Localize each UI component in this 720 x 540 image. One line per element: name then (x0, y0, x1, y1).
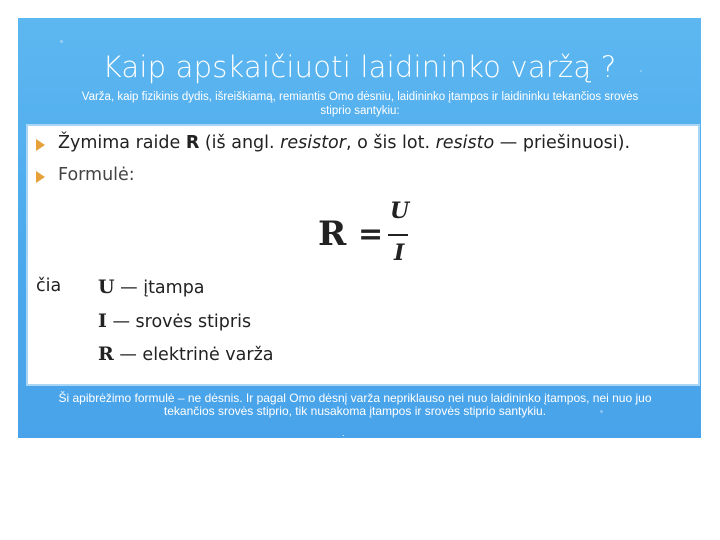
slide-footer-note: Ši apibrėžimo formulė – ne dėsnis. Ir pagal Omo dėsnį varža nepriklauso nei nuo laidininko įtampos, nei nuo juo tekančios srovės stiprio, tik nusakoma įtampos ir srovės stiprio santykiu. (58, 391, 652, 418)
decorative-sparkle (60, 40, 63, 43)
term-resistor: resistor (280, 133, 346, 153)
bullet-text: — priešinuosi). (494, 133, 631, 153)
formula-equals: = (358, 217, 384, 252)
symbol-r: R (185, 133, 200, 153)
bullet-formula-label: Formulė: (58, 165, 135, 185)
formula-numerator: U (390, 198, 410, 224)
slide-subtitle: Varža, kaip fizikinis dydis, išreiškiamą, remiantis Omo dėsniu, laidininko įtampos ir laidininku tekančios srovės stiprio santykiu: (81, 91, 639, 117)
bullet-arrow-icon (36, 139, 45, 151)
footer-dot: . (342, 428, 345, 438)
definition-text: — įtampa (114, 278, 205, 298)
definition-text: — srovės stipris (106, 312, 252, 332)
bullet-text: Žymima raide (58, 133, 186, 153)
formula-denominator: I (394, 240, 405, 266)
bullet-text: , o šis lot. (345, 133, 436, 153)
definition-resistance (98, 343, 273, 365)
definition-voltage (98, 276, 205, 298)
fraction-bar (388, 234, 408, 236)
definition-text: — elektrinė varža (113, 345, 274, 365)
definition-symbol: R (98, 343, 114, 365)
formula-lhs: R (318, 214, 347, 254)
slide-title: Kaip apskaičiuoti laidininko varžą ? (102, 50, 617, 84)
definition-current (98, 310, 251, 332)
definition-symbol: I (98, 310, 107, 332)
definition-symbol: U (98, 276, 115, 298)
bullet-text: (iš angl. (199, 133, 281, 153)
term-resisto: resisto (435, 133, 495, 153)
bullet-arrow-icon (36, 171, 45, 183)
bullet-notation (58, 133, 630, 153)
where-label: čia (36, 276, 62, 296)
